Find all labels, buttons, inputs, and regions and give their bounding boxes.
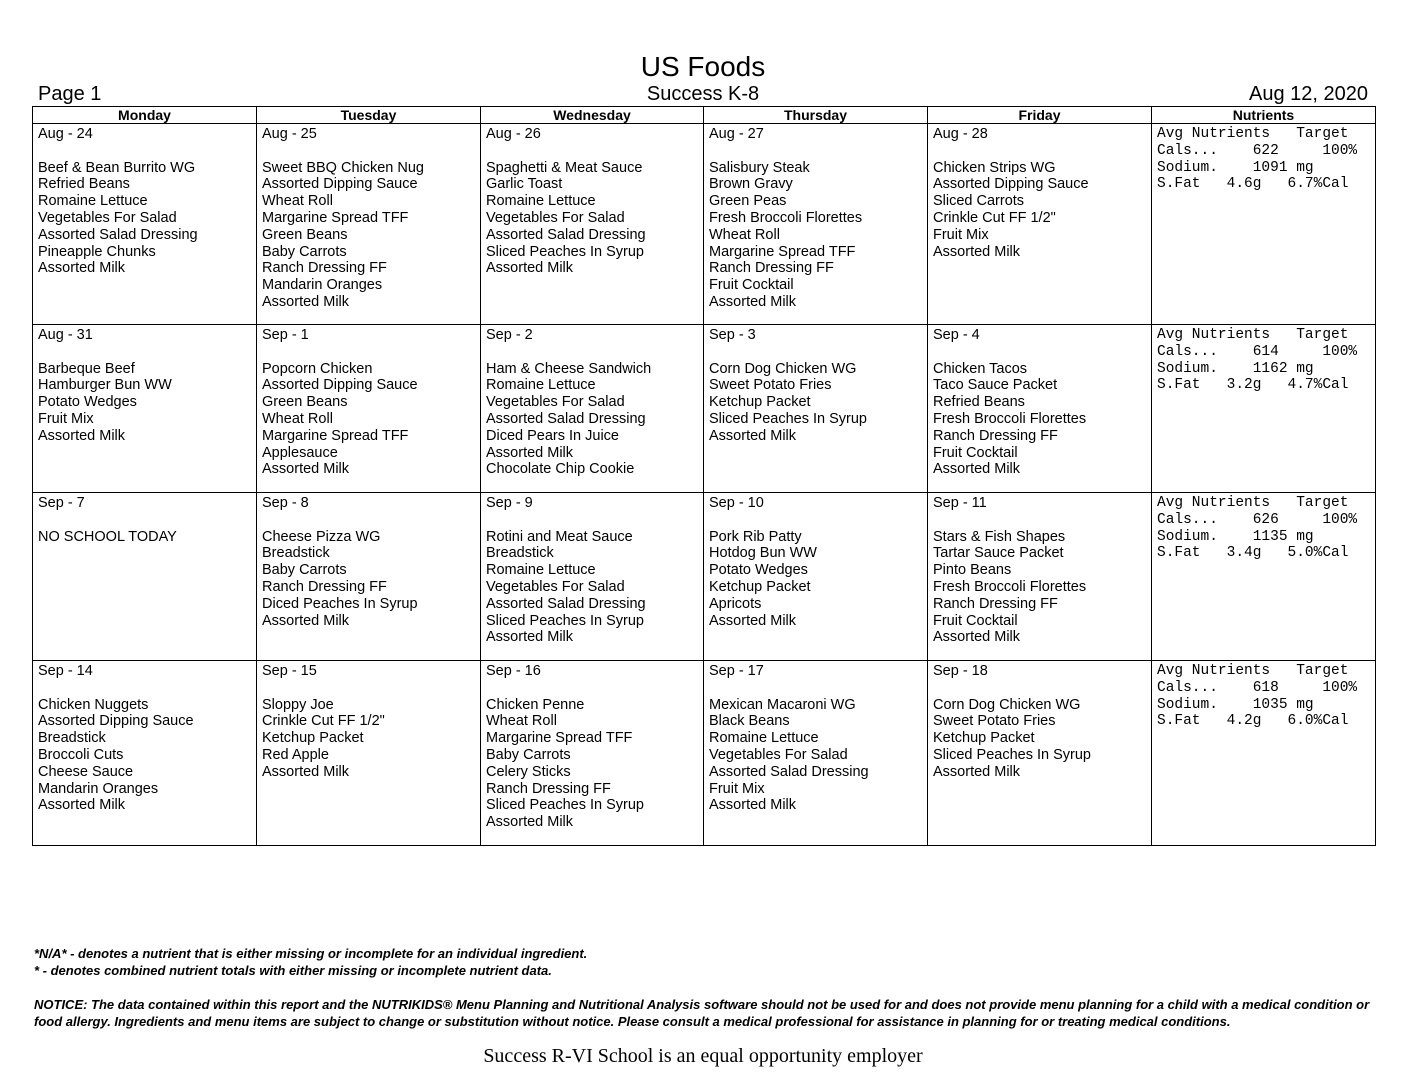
day-date: Aug - 26 (486, 126, 541, 142)
menu-item: Ranch Dressing FF (486, 780, 611, 797)
menu-item: Potato Wedges (38, 394, 137, 411)
column-header-monday: Monday (33, 107, 257, 124)
menu-item: Sliced Peaches In Syrup (933, 746, 1091, 763)
menu-item: Breadstick (486, 545, 554, 562)
menu-item: Assorted Dipping Sauce (262, 176, 418, 193)
menu-item: Margarine Spread TFF (709, 243, 856, 260)
menu-item: Green Peas (709, 193, 787, 210)
nutrient-line: S.Fat 4.2g 6.0%Cal (1157, 713, 1349, 730)
menu-item: Ketchup Packet (262, 730, 364, 747)
week-row (33, 661, 1376, 846)
day-cell-tuesday (257, 325, 481, 493)
menu-item: Rotini and Meat Sauce (486, 528, 633, 545)
menu-item: Fruit Cocktail (933, 612, 1018, 629)
nutrient-line: Cals... 622 100% (1157, 142, 1358, 159)
menu-item: Cheese Pizza WG (262, 528, 381, 545)
menu-item: Fruit Cocktail (933, 444, 1018, 461)
menu-item: Sliced Peaches In Syrup (486, 612, 644, 629)
menu-item: Fresh Broccoli Florettes (933, 410, 1087, 427)
menu-item: Pinto Beans (933, 562, 1012, 579)
menu-item: Assorted Milk (933, 243, 1021, 260)
page-number: Page 1 (38, 83, 102, 105)
menu-item: Stars & Fish Shapes (933, 528, 1066, 545)
menu-item: Ketchup Packet (933, 730, 1035, 747)
menu-item: Chocolate Chip Cookie (486, 461, 635, 478)
menu-item: Ham & Cheese Sandwich (486, 360, 652, 377)
day-date: Sep - 9 (486, 495, 533, 511)
menu-item: Wheat Roll (709, 226, 780, 243)
day-cell-thursday (704, 124, 928, 325)
day-cell-friday (928, 325, 1152, 493)
report-title: US Foods (640, 51, 766, 82)
day-cell-monday (33, 493, 257, 661)
column-header-nutrients: Nutrients (1152, 107, 1376, 124)
menu-item: Baby Carrots (262, 562, 347, 579)
day-date: Sep - 3 (709, 327, 756, 343)
nutrient-line: Cals... 614 100% (1157, 343, 1358, 360)
menu-item: Assorted Milk (709, 293, 797, 310)
nutrient-line: Avg Nutrients Target (1157, 327, 1349, 343)
menu-item: Diced Pears In Juice (486, 427, 619, 444)
menu-item: Assorted Milk (933, 461, 1021, 478)
menu-item: Salisbury Steak (709, 159, 810, 176)
menu-item: Corn Dog Chicken WG (709, 360, 857, 377)
menu-item: Wheat Roll (262, 410, 333, 427)
menu-item: Mandarin Oranges (262, 277, 383, 294)
menu-item: Sloppy Joe (262, 696, 334, 713)
menu-item: Sweet Potato Fries (933, 713, 1056, 730)
menu-item: Romaine Lettuce (486, 377, 596, 394)
menu-item: Sliced Peaches In Syrup (486, 243, 644, 260)
footnote-na: *N/A* - denotes a nutrient that is either missing or incomplete for an individual ingredient. (34, 946, 588, 961)
footnotes (34, 945, 1384, 1030)
day-date: Sep - 7 (38, 495, 85, 511)
menu-item: Potato Wedges (709, 562, 808, 579)
menu-calendar-table (32, 106, 1376, 846)
menu-item: Vegetables For Salad (486, 394, 625, 411)
menu-item: Taco Sauce Packet (933, 377, 1058, 394)
menu-item: Fruit Mix (38, 410, 94, 427)
menu-item: Assorted Milk (933, 629, 1021, 646)
column-header-thursday: Thursday (704, 107, 928, 124)
day-date: Aug - 25 (262, 126, 317, 142)
day-cell-thursday (704, 661, 928, 846)
menu-item: Apricots (709, 595, 762, 612)
menu-item: Baby Carrots (486, 746, 571, 763)
menu-item: Diced Peaches In Syrup (262, 595, 418, 612)
menu-item: Spaghetti & Meat Sauce (486, 159, 643, 176)
menu-item: Romaine Lettuce (486, 193, 596, 210)
menu-item: Fruit Mix (709, 780, 765, 797)
menu-item: Sliced Peaches In Syrup (486, 797, 644, 814)
week-row (33, 325, 1376, 493)
nutrient-line: Cals... 626 100% (1157, 511, 1358, 528)
menu-item: Chicken Tacos (933, 360, 1028, 377)
menu-item: Romaine Lettuce (709, 730, 819, 747)
day-cell-monday (33, 661, 257, 846)
menu-item: Assorted Milk (933, 763, 1021, 780)
nutrient-line: S.Fat 3.4g 5.0%Cal (1157, 545, 1349, 562)
report-subheader (38, 82, 1368, 106)
day-date: Aug - 27 (709, 126, 764, 142)
menu-item: Tartar Sauce Packet (933, 545, 1064, 562)
menu-item: Ketchup Packet (709, 578, 811, 595)
menu-item: Refried Beans (38, 176, 130, 193)
menu-item: Corn Dog Chicken WG (933, 696, 1081, 713)
nutrient-line: Avg Nutrients Target (1157, 495, 1349, 511)
day-cell-friday (928, 661, 1152, 846)
menu-item: Red Apple (262, 746, 329, 763)
school-name: Success K-8 (646, 83, 760, 105)
nutrient-line: Sodium. 1091 mg (1157, 159, 1314, 176)
day-date: Sep - 17 (709, 663, 764, 679)
day-date: Sep - 1 (262, 327, 309, 343)
day-cell-wednesday (481, 325, 704, 493)
menu-item: Ketchup Packet (709, 394, 811, 411)
nutrient-line: Avg Nutrients Target (1157, 126, 1349, 142)
menu-item: Ranch Dressing FF (933, 427, 1058, 444)
menu-item: Crinkle Cut FF 1/2" (933, 209, 1056, 226)
menu-item: Pineapple Chunks (38, 243, 156, 260)
menu-item: Ranch Dressing FF (709, 260, 834, 277)
day-date: Aug - 31 (38, 327, 93, 343)
nutrient-line: Cals... 618 100% (1157, 679, 1358, 696)
menu-item: Breadstick (262, 545, 330, 562)
day-date: Sep - 11 (933, 495, 987, 511)
menu-item: Assorted Dipping Sauce (933, 176, 1089, 193)
week-row (33, 493, 1376, 661)
menu-item: Assorted Milk (709, 427, 797, 444)
day-cell-wednesday (481, 124, 704, 325)
menu-item: Assorted Milk (486, 814, 574, 831)
day-date: Sep - 14 (38, 663, 93, 679)
day-cell-wednesday (481, 493, 704, 661)
menu-item: NO SCHOOL TODAY (38, 528, 177, 545)
menu-item: Assorted Milk (486, 629, 574, 646)
menu-item: Assorted Dipping Sauce (262, 377, 418, 394)
menu-item: Assorted Dipping Sauce (38, 713, 194, 730)
nutrients-cell (1152, 493, 1376, 661)
menu-item: Vegetables For Salad (38, 209, 177, 226)
menu-item: Assorted Milk (38, 797, 126, 814)
menu-item: Black Beans (709, 713, 790, 730)
nutrients-cell (1152, 325, 1376, 493)
day-cell-wednesday (481, 661, 704, 846)
menu-item: Green Beans (262, 226, 348, 243)
menu-item: Mandarin Oranges (38, 780, 159, 797)
day-cell-thursday (704, 325, 928, 493)
menu-item: Ranch Dressing FF (933, 595, 1058, 612)
day-date: Sep - 8 (262, 495, 309, 511)
menu-item: Wheat Roll (486, 713, 557, 730)
menu-item: Breadstick (38, 730, 106, 747)
day-date: Sep - 2 (486, 327, 533, 343)
menu-item: Chicken Penne (486, 696, 585, 713)
menu-item: Celery Sticks (486, 763, 571, 780)
nutrients-cell (1152, 124, 1376, 325)
menu-item: Romaine Lettuce (38, 193, 148, 210)
day-date: Sep - 18 (933, 663, 988, 679)
menu-item: Ranch Dressing FF (262, 260, 387, 277)
menu-item: Sweet Potato Fries (709, 377, 832, 394)
day-date: Sep - 16 (486, 663, 541, 679)
menu-item: Assorted Milk (709, 612, 797, 629)
menu-item: Barbeque Beef (38, 360, 135, 377)
menu-item: Assorted Milk (486, 444, 574, 461)
menu-item: Vegetables For Salad (709, 746, 848, 763)
equal-opportunity-statement: Success R-VI School is an equal opportunity employer (483, 1045, 923, 1067)
day-cell-thursday (704, 493, 928, 661)
day-cell-monday (33, 124, 257, 325)
footnote-star: * - denotes combined nutrient totals with either missing or incomplete nutrient data. (34, 963, 552, 978)
menu-item: Sliced Peaches In Syrup (709, 410, 867, 427)
day-date: Sep - 15 (262, 663, 317, 679)
menu-item: Baby Carrots (262, 243, 347, 260)
menu-item: Refried Beans (933, 394, 1025, 411)
day-cell-friday (928, 124, 1152, 325)
menu-item: Chicken Nuggets (38, 696, 149, 713)
menu-item: Beef & Bean Burrito WG (38, 159, 196, 176)
menu-item: Fruit Cocktail (709, 277, 794, 294)
week-row (33, 124, 1376, 325)
nutrient-line: Sodium. 1162 mg (1157, 360, 1314, 377)
day-cell-tuesday (257, 124, 481, 325)
menu-item: Assorted Salad Dressing (486, 410, 646, 427)
nutrient-line: Sodium. 1135 mg (1157, 528, 1314, 545)
menu-item: Sliced Carrots (933, 193, 1025, 210)
menu-item: Margarine Spread TFF (262, 209, 409, 226)
day-date: Aug - 24 (38, 126, 93, 142)
nutrient-line: Avg Nutrients Target (1157, 663, 1349, 679)
day-date: Sep - 4 (933, 327, 980, 343)
nutrient-line: S.Fat 3.2g 4.7%Cal (1157, 377, 1349, 394)
day-cell-tuesday (257, 661, 481, 846)
menu-item: Romaine Lettuce (486, 562, 596, 579)
nutrients-cell (1152, 661, 1376, 846)
menu-item: Margarine Spread TFF (262, 427, 409, 444)
menu-item: Assorted Milk (262, 612, 350, 629)
menu-item: Broccoli Cuts (38, 746, 124, 763)
menu-item: Assorted Salad Dressing (486, 226, 646, 243)
menu-item: Pork Rib Patty (709, 528, 802, 545)
menu-item: Fresh Broccoli Florettes (933, 578, 1087, 595)
nutrient-line: Sodium. 1035 mg (1157, 696, 1314, 713)
day-date: Aug - 28 (933, 126, 988, 142)
menu-item: Applesauce (262, 444, 338, 461)
notice-text: NOTICE: The data contained within this report and the NUTRIKIDS® Menu Planning and Nutritional Analysis software should not be used for and does not provide menu planning for a child with a medical condition or food allergy. Ingredients and menu items are subject to change or substitution without notice. Please consult a medical professional for assistance in planning for or treating medical conditions. (34, 997, 1370, 1029)
menu-item: Fruit Mix (933, 226, 989, 243)
menu-item: Assorted Salad Dressing (38, 226, 198, 243)
menu-item: Sweet BBQ Chicken Nug (262, 159, 424, 176)
menu-item: Assorted Salad Dressing (709, 763, 869, 780)
menu-item: Assorted Milk (38, 260, 126, 277)
day-cell-monday (33, 325, 257, 493)
menu-item: Assorted Milk (262, 461, 350, 478)
menu-item: Assorted Milk (486, 260, 574, 277)
menu-item: Assorted Milk (262, 293, 350, 310)
day-cell-tuesday (257, 493, 481, 661)
report-date: Aug 12, 2020 (1249, 83, 1368, 105)
menu-item: Brown Gravy (709, 176, 793, 193)
menu-item: Assorted Milk (709, 797, 797, 814)
nutrient-line: S.Fat 4.6g 6.7%Cal (1157, 176, 1349, 193)
column-header-tuesday: Tuesday (257, 107, 481, 124)
menu-item: Crinkle Cut FF 1/2" (262, 713, 385, 730)
menu-item: Wheat Roll (262, 193, 333, 210)
menu-item: Vegetables For Salad (486, 209, 625, 226)
menu-item: Garlic Toast (486, 176, 563, 193)
menu-item: Assorted Milk (262, 763, 350, 780)
menu-item: Vegetables For Salad (486, 578, 625, 595)
menu-item: Green Beans (262, 394, 348, 411)
menu-item: Margarine Spread TFF (486, 730, 633, 747)
menu-item: Ranch Dressing FF (262, 578, 387, 595)
menu-item: Hamburger Bun WW (38, 377, 172, 394)
day-date: Sep - 10 (709, 495, 764, 511)
menu-item: Fresh Broccoli Florettes (709, 209, 863, 226)
day-cell-friday (928, 493, 1152, 661)
menu-item: Mexican Macaroni WG (709, 696, 856, 713)
menu-item: Assorted Salad Dressing (486, 595, 646, 612)
weekday-header-row (33, 107, 1376, 124)
menu-item: Cheese Sauce (38, 763, 134, 780)
menu-item: Hotdog Bun WW (709, 545, 817, 562)
column-header-wednesday: Wednesday (481, 107, 704, 124)
menu-item: Popcorn Chicken (262, 360, 373, 377)
menu-item: Assorted Milk (38, 427, 126, 444)
column-header-friday: Friday (928, 107, 1152, 124)
menu-item: Chicken Strips WG (933, 159, 1056, 176)
